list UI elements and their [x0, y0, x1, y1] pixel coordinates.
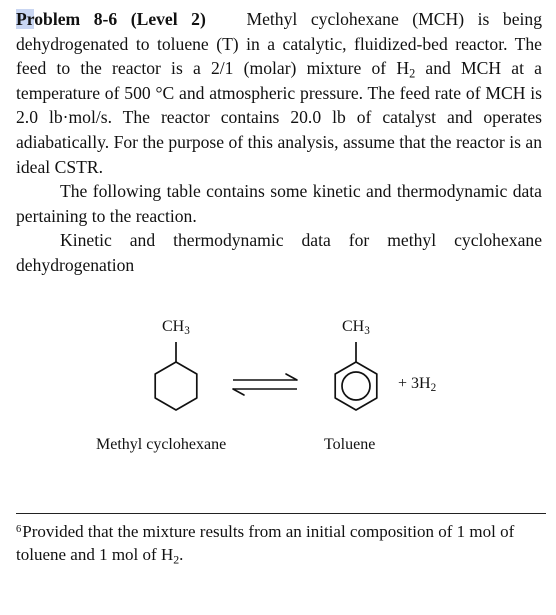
- product-substituent-label: $CH_3$: [342, 318, 370, 338]
- footnote-marker: 6: [16, 524, 22, 536]
- cyclohexane-ring: [155, 362, 197, 410]
- problem-text: [16, 7, 542, 278]
- table-caption: Kinetic and thermodynamic data for methyl cyclohexane dehydrogenation: [16, 230, 542, 275]
- footnote-text: Provided that the mixture results from an initial composition of 1 mol of toluene and 1 mol of H: [16, 522, 515, 564]
- product-name: Toluene: [324, 436, 376, 453]
- problem-paragraph-1: [16, 7, 542, 179]
- problem-heading: Problem 8-6 (Level 2): [16, 9, 206, 29]
- footnote-subscript: 2: [173, 552, 180, 567]
- toluene-structure: [335, 342, 377, 410]
- reaction-structures: [0, 300, 556, 475]
- problem-paragraph-2: The following table contains some kinetic and thermodynamic data pertaining to the reaction.: [16, 181, 542, 226]
- reactant-substituent-label: $CH_3$: [162, 318, 190, 338]
- problem-intro: Methyl cyclohexane (MCH) is being dehydrogenated to toluene (T) in a catalytic, fluidized-bed reactor. The feed to the reactor is a 2/1 (molar) mixture of H: [16, 9, 543, 79]
- hydrogen-byproduct-label: + $3H_2$: [398, 375, 437, 395]
- problem-intro-continued: and MCH at a temperature of 500 °C and atmospheric pressure. The feed rate of MCH is 2.0 lb·mol/s. The reactor contains 20.0 lb of catalyst and operates adiabatically. For the purpose of this analysis, assume that the reactor is an ideal CSTR.: [16, 58, 542, 177]
- equilibrium-arrows-icon: [233, 374, 297, 395]
- reaction-scheme: [0, 300, 556, 475]
- reactant-name: Methyl cyclohexane: [96, 436, 227, 453]
- h2-subscript: 2: [409, 66, 416, 81]
- footnote-divider: [16, 513, 546, 514]
- selection-highlight: Pr: [16, 9, 35, 29]
- footnote: $^6$Provided that the mixture results from an initial composition of 1 mol of toluene and 1 mol of $H_2$.: [16, 522, 515, 567]
- aromatic-circle: [342, 372, 370, 400]
- methyl-cyclohexane-structure: [155, 342, 197, 410]
